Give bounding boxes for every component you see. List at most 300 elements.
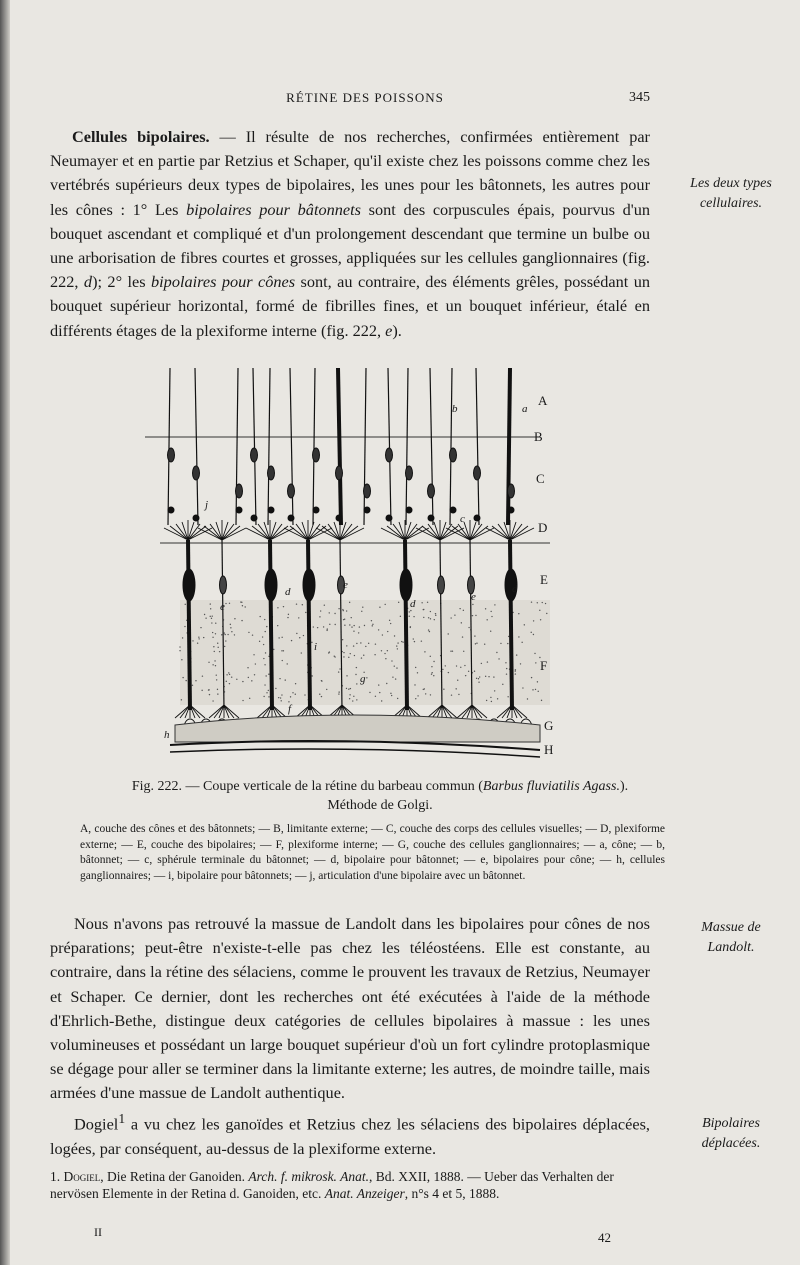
cell-label-d: d — [410, 598, 416, 610]
stipple-dot — [415, 667, 416, 668]
footnote-text: Die Retina der Ganoiden. — [103, 1169, 249, 1184]
stipple-dot — [535, 662, 536, 663]
stipple-dot — [204, 614, 205, 615]
stipple-dot — [462, 636, 463, 637]
stipple-dot — [216, 674, 217, 675]
stipple-dot — [184, 626, 185, 627]
stipple-dot — [296, 603, 297, 604]
stipple-dot — [356, 699, 357, 700]
stipple-dot — [378, 629, 379, 630]
visual-cell-body — [236, 484, 243, 498]
stipple-dot — [384, 653, 385, 654]
spherule-terminal — [428, 515, 434, 521]
stipple-dot — [484, 644, 485, 645]
spherule-terminal — [236, 507, 242, 513]
axon-arborization — [262, 705, 272, 718]
stipple-dot — [346, 645, 347, 646]
bipolar-body — [400, 569, 412, 601]
stipple-dot — [385, 658, 386, 659]
stipple-dot — [248, 632, 249, 633]
margin-note-types: Les deux types cellulaires. — [690, 176, 772, 211]
signature-mark: II — [94, 1225, 102, 1239]
stipple-dot — [424, 651, 425, 652]
cell-label-e: e — [343, 579, 348, 591]
cell-label-h: h — [164, 729, 170, 741]
stipple-dot — [198, 638, 199, 639]
stipple-dot — [506, 668, 507, 669]
stipple-dot — [413, 616, 414, 617]
stipple-dot — [352, 700, 353, 701]
stipple-dot — [464, 665, 465, 666]
stipple-dot — [461, 622, 462, 623]
stipple-dot — [463, 651, 464, 652]
visual-cell-body — [474, 466, 481, 480]
visual-cell-body — [168, 448, 175, 462]
stipple-dot — [182, 637, 183, 638]
italic-term: bipolaires pour bâtonnets — [186, 199, 361, 219]
photoreceptor-fiber — [388, 368, 391, 525]
stipple-dot — [397, 698, 398, 699]
stipple-dot — [430, 611, 431, 612]
axon-arborization — [502, 705, 512, 718]
bipolar-axon — [188, 540, 190, 710]
stipple-dot — [214, 651, 215, 652]
stipple-dot — [463, 610, 464, 611]
stipple-dot — [427, 602, 428, 603]
stipple-dot — [359, 626, 360, 627]
stipple-dot — [386, 683, 387, 684]
stipple-dot — [329, 651, 330, 652]
stipple-dot — [354, 655, 355, 656]
stipple-dot — [468, 671, 469, 672]
stipple-dot — [229, 674, 230, 675]
stipple-dot — [435, 613, 436, 614]
stipple-dot — [312, 675, 313, 676]
stipple-dot — [231, 631, 232, 632]
stipple-dot — [342, 639, 343, 640]
stipple-dot — [326, 630, 327, 631]
caption-method: Méthode de Golgi. — [327, 798, 433, 813]
stipple-dot — [200, 627, 201, 628]
paragraph-displaced — [50, 1107, 650, 1161]
stipple-dot — [349, 694, 350, 695]
stipple-dot — [486, 700, 487, 701]
stipple-dot — [353, 645, 354, 646]
stipple-dot — [242, 681, 243, 682]
stipple-dot — [242, 700, 243, 701]
visual-cell-body — [406, 466, 413, 480]
stipple-dot — [185, 680, 186, 681]
stipple-dot — [338, 693, 339, 694]
stipple-dot — [542, 602, 543, 603]
stipple-dot — [279, 678, 280, 679]
stipple-dot — [252, 634, 253, 635]
stipple-dot — [210, 616, 211, 617]
stipple-dot — [263, 696, 264, 697]
stipple-dot — [430, 656, 431, 657]
stipple-dot — [338, 691, 339, 692]
photoreceptor-fiber — [338, 368, 341, 525]
stipple-dot — [319, 694, 320, 695]
stipple-dot — [452, 650, 453, 651]
footnote-journal: Arch. f. mikrosk. Anat. — [248, 1169, 369, 1184]
spherule-terminal — [406, 507, 412, 513]
stipple-dot — [209, 694, 210, 695]
stipple-dot — [248, 677, 249, 678]
caption-text-end: ). — [619, 779, 629, 794]
stipple-dot — [487, 661, 488, 662]
stipple-dot — [375, 696, 376, 697]
stipple-dot — [266, 692, 267, 693]
stipple-dot — [346, 675, 347, 676]
stipple-dot — [533, 620, 534, 621]
stipple-dot — [280, 697, 281, 698]
stipple-dot — [515, 669, 516, 670]
stipple-dot — [291, 640, 292, 641]
stipple-dot — [343, 610, 344, 611]
stipple-dot — [311, 642, 312, 643]
stipple-dot — [546, 613, 547, 614]
stipple-dot — [295, 694, 296, 695]
bipolar-body — [303, 569, 315, 601]
stipple-dot — [217, 689, 218, 690]
layer-label-a: A — [538, 393, 548, 408]
stipple-dot — [259, 641, 260, 642]
stipple-dot — [226, 674, 227, 675]
stipple-dot — [224, 632, 225, 633]
figure-222 — [140, 360, 570, 770]
stipple-dot — [348, 689, 349, 690]
stipple-dot — [435, 615, 436, 616]
stipple-dot — [229, 603, 230, 604]
stipple-dot — [361, 611, 362, 612]
stipple-dot — [319, 616, 320, 617]
stipple-dot — [455, 688, 456, 689]
stipple-dot — [433, 661, 434, 662]
stipple-dot — [476, 678, 477, 679]
stipple-dot — [522, 687, 523, 688]
stipple-dot — [265, 675, 266, 676]
stipple-dot — [254, 674, 255, 675]
stipple-dot — [450, 651, 451, 652]
cell-label-a: a — [522, 403, 528, 415]
cell-label-b: b — [452, 403, 458, 415]
stipple-dot — [213, 646, 214, 647]
stipple-dot — [430, 618, 431, 619]
stipple-dot — [537, 681, 538, 682]
stipple-dot — [381, 650, 382, 651]
stipple-dot — [515, 673, 516, 674]
stipple-dot — [249, 698, 250, 699]
photoreceptor-fiber — [290, 368, 293, 525]
stipple-dot — [458, 694, 459, 695]
photoreceptor-fiber — [450, 368, 452, 525]
bipolar-body — [438, 576, 445, 594]
cell-label-e: e — [220, 601, 225, 613]
stipple-dot — [320, 610, 321, 611]
stipple-dot — [227, 634, 228, 635]
stipple-dot — [531, 601, 532, 602]
spherule-terminal — [313, 507, 319, 513]
stipple-dot — [241, 620, 242, 621]
stipple-dot — [349, 624, 350, 625]
axon-arborization — [442, 705, 452, 718]
stipple-dot — [396, 667, 397, 668]
axon-arborization — [472, 705, 482, 718]
stipple-dot — [423, 617, 424, 618]
photoreceptor-fiber — [168, 368, 170, 525]
stipple-dot — [397, 648, 398, 649]
stipple-dot — [265, 631, 266, 632]
stipple-dot — [343, 656, 344, 657]
stipple-dot — [507, 643, 508, 644]
stipple-dot — [353, 696, 354, 697]
axon-arborization — [214, 705, 224, 718]
stipple-dot — [397, 642, 398, 643]
stipple-dot — [417, 695, 418, 696]
figure-caption — [80, 777, 680, 815]
stipple-dot — [185, 604, 186, 605]
spherule-terminal — [251, 515, 257, 521]
stipple-dot — [494, 690, 495, 691]
stipple-dot — [448, 672, 449, 673]
stipple-dot — [229, 683, 230, 684]
stipple-dot — [217, 693, 218, 694]
stipple-dot — [465, 675, 466, 676]
stipple-dot — [361, 657, 362, 658]
bipolar-axon — [405, 540, 407, 710]
stipple-dot — [390, 693, 391, 694]
stipple-dot — [224, 634, 225, 635]
stipple-dot — [369, 692, 370, 693]
stipple-dot — [208, 689, 209, 690]
visual-cell-body — [193, 466, 200, 480]
stipple-dot — [216, 679, 217, 680]
stipple-dot — [253, 654, 254, 655]
stipple-dot — [456, 665, 457, 666]
stipple-dot — [402, 641, 403, 642]
stipple-dot — [181, 699, 182, 700]
bipolar-axon — [270, 540, 272, 710]
stipple-dot — [264, 684, 265, 685]
stipple-dot — [442, 669, 443, 670]
stipple-dot — [275, 688, 276, 689]
stipple-dot — [524, 624, 525, 625]
spherule-terminal — [508, 507, 514, 513]
stipple-dot — [429, 631, 430, 632]
stipple-dot — [400, 616, 401, 617]
figure-legend: A, couche des cônes et des bâtonnets; — B, limitante externe; — C, couche des corps des cellules visuelles; — D, plexiforme externe; — E, couche des bipolaires; — F, plexiforme interne; — G, couche des cellules ganglionnaires; — a, cône; — b, bâtonnet; — c, sphérule terminale du bâtonnet; — d, bipolaire pour bâtonnet; — e, bipolaires pour cône; — h, cellules ganglionnaires; — i, bipolaire pour bâtonnets; — j, articulation d'une bipolaire avec un bâtonnet. — [80, 823, 665, 882]
stipple-dot — [368, 643, 369, 644]
stipple-dot — [225, 603, 226, 604]
axon-arborization — [512, 705, 522, 718]
italic-term: d — [83, 272, 93, 292]
stipple-dot — [215, 623, 216, 624]
photoreceptor-fiber — [313, 368, 315, 525]
stipple-dot — [356, 643, 357, 644]
photoreceptor-fiber — [430, 368, 433, 525]
stipple-dot — [431, 666, 432, 667]
running-head: RÉTINE DES POISSONS — [286, 90, 444, 105]
caption-text: Fig. 222. — Coupe verticale de la rétine du barbeau commun ( — [131, 779, 483, 794]
stipple-dot — [234, 634, 235, 635]
plexiform-stipple — [180, 600, 550, 705]
stipple-dot — [287, 663, 288, 664]
stipple-dot — [290, 696, 291, 697]
stipple-dot — [241, 602, 242, 603]
stipple-dot — [277, 625, 278, 626]
stipple-dot — [198, 636, 199, 637]
stipple-dot — [478, 681, 479, 682]
stipple-dot — [387, 650, 388, 651]
layer-label-g: G — [544, 718, 554, 733]
stipple-dot — [396, 645, 397, 646]
layer-label-h: H — [544, 742, 554, 757]
stipple-dot — [255, 663, 256, 664]
stipple-dot — [281, 637, 282, 638]
stipple-dot — [474, 671, 475, 672]
spherule-terminal — [168, 507, 174, 513]
stipple-dot — [488, 676, 489, 677]
stipple-dot — [210, 603, 211, 604]
bipolar-axon — [510, 540, 512, 710]
visual-cell-body — [313, 448, 320, 462]
stipple-dot — [476, 643, 477, 644]
stipple-dot — [283, 650, 284, 651]
stipple-dot — [485, 676, 486, 677]
cell-label-c: c — [460, 513, 465, 525]
paragraph-text: a vu chez les ganoïdes et Retzius chez les sélaciens des bipolaires déplacées, logées, par conséquent, au-dessus de la plexiforme externe. — [50, 1114, 650, 1158]
stipple-dot — [372, 624, 373, 625]
spherule-terminal — [268, 507, 274, 513]
footnote-author: Dogiel, — [63, 1169, 104, 1184]
footnote-number: 1. — [50, 1169, 61, 1184]
cell-label-d: d — [512, 583, 518, 595]
stipple-dot — [433, 675, 434, 676]
stipple-dot — [353, 625, 354, 626]
stipple-dot — [392, 676, 393, 677]
stipple-dot — [338, 671, 339, 672]
stipple-dot — [282, 660, 283, 661]
footnote-text: , Bd. XXII, 1888. — Ueber das Verhalten der nervösen Elemente in der Retina d. Ganoiden, etc. — [50, 1169, 614, 1201]
stipple-dot — [317, 627, 318, 628]
stipple-dot — [443, 689, 444, 690]
stipple-dot — [507, 696, 508, 697]
stipple-dot — [490, 631, 491, 632]
bipolar-axon — [308, 540, 310, 710]
stipple-dot — [273, 649, 274, 650]
stipple-dot — [387, 631, 388, 632]
stipple-dot — [195, 680, 196, 681]
stipple-dot — [355, 674, 356, 675]
stipple-dot — [497, 698, 498, 699]
footnote-journal: Anat. Anzeiger — [324, 1186, 405, 1201]
stipple-dot — [263, 658, 264, 659]
stipple-dot — [448, 633, 449, 634]
stipple-dot — [212, 664, 213, 665]
stipple-dot — [491, 616, 492, 617]
visual-cell-body — [268, 466, 275, 480]
stipple-dot — [521, 642, 522, 643]
stipple-dot — [265, 652, 266, 653]
spherule-terminal — [336, 515, 342, 521]
bipolar-body — [183, 569, 195, 601]
layer-label-e: E — [540, 572, 548, 587]
stipple-dot — [457, 680, 458, 681]
stipple-dot — [381, 700, 382, 701]
stipple-dot — [283, 606, 284, 607]
page-header — [70, 90, 660, 112]
stipple-dot — [475, 643, 476, 644]
stipple-dot — [179, 646, 180, 647]
visual-cell-body — [336, 466, 343, 480]
stipple-dot — [537, 602, 538, 603]
stipple-dot — [454, 614, 455, 615]
stipple-dot — [431, 674, 432, 675]
photoreceptor-fiber — [236, 368, 238, 525]
caption-species: Barbus fluviatilis Agass. — [482, 779, 620, 794]
stipple-dot — [479, 676, 480, 677]
stipple-dot — [371, 620, 372, 621]
stipple-dot — [343, 652, 344, 653]
stipple-dot — [428, 617, 429, 618]
stipple-dot — [372, 625, 373, 626]
stipple-dot — [481, 663, 482, 664]
stipple-dot — [281, 650, 282, 651]
paragraph-text: — Il résulte de nos recherches, confirmées entièrement par Neumayer et en partie par Retzius et Schaper, qu'il existe chez les poissons comme chez les vertébrés supérieurs deux types de bipolaires, les unes pour les bâtonnets, les autres pour les cônes : 1° Les — [50, 127, 650, 219]
stipple-dot — [349, 698, 350, 699]
stipple-dot — [500, 643, 501, 644]
stipple-dot — [208, 662, 209, 663]
stipple-dot — [305, 612, 306, 613]
stipple-dot — [534, 653, 535, 654]
stipple-dot — [475, 615, 476, 616]
photoreceptor-fiber — [476, 368, 479, 525]
stipple-dot — [242, 605, 243, 606]
stipple-dot — [460, 667, 461, 668]
retina-illustration — [140, 360, 570, 770]
stipple-dot — [498, 658, 499, 659]
stipple-dot — [417, 672, 418, 673]
stipple-dot — [425, 693, 426, 694]
margin-note-landolt: Massue de Landolt. — [701, 920, 761, 955]
stipple-dot — [197, 643, 198, 644]
axon-arborization — [180, 705, 190, 718]
stipple-dot — [215, 633, 216, 634]
stipple-dot — [538, 691, 539, 692]
stipple-dot — [221, 634, 222, 635]
stipple-dot — [434, 619, 435, 620]
stipple-dot — [299, 637, 300, 638]
stipple-dot — [379, 607, 380, 608]
spherule-terminal — [193, 515, 199, 521]
stipple-dot — [212, 637, 213, 638]
stipple-dot — [531, 632, 532, 633]
stipple-dot — [390, 623, 391, 624]
stipple-dot — [365, 646, 366, 647]
stipple-dot — [531, 677, 532, 678]
stipple-dot — [205, 617, 206, 618]
stipple-dot — [415, 698, 416, 699]
stipple-dot — [211, 622, 212, 623]
stipple-dot — [201, 690, 202, 691]
stipple-dot — [401, 641, 402, 642]
stipple-dot — [182, 677, 183, 678]
paragraph-bipolar-cells — [50, 125, 650, 343]
stipple-dot — [374, 654, 375, 655]
paragraph-landolt: Nous n'avons pas retrouvé la massue de Landolt dans les bipolaires pour cônes de nos préparations; peut-être n'existe-t-elle pas chez les téléostéens. Elle est constante, au contraire, dans la rétine des sélaciens, comme le prouvent les travaux de Retzius, Neumayer et Schaper. Ce dernier, dont les recherches ont été exécutées à l'aide de la méthode d'Ehrlich-Bethe, distingue deux catégories de cellules bipolaires à massue : les unes volumineuses et possédant un large bouquet supérieur d'où un fort cylindre protoplasmique se dégage pour aller se terminer dans la limitante externe; les autres, de moindre taille, mais armées d'une massue de Landolt authentique. — [50, 914, 650, 1103]
stipple-dot — [520, 663, 521, 664]
